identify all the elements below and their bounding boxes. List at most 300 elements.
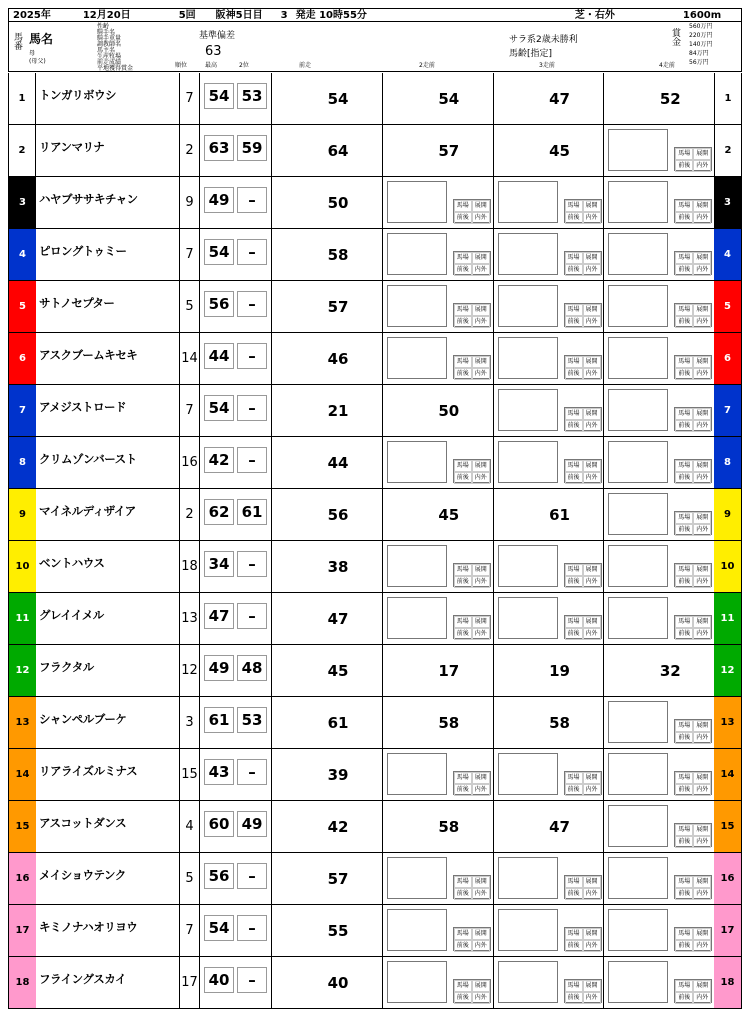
run-score: 54 [327,90,349,108]
col-run1-label: 前走 [299,62,312,69]
horse-row [8,957,742,1009]
track-condition-grid [674,719,712,743]
track-condition-label: 展開 [693,772,711,784]
race-condition: 馬齢[指定] [509,49,553,59]
empty-run-box [608,233,668,275]
past-run-1 [271,905,382,956]
run-score: 42 [327,818,349,836]
run-score: 32 [659,662,681,680]
column-header [8,22,742,72]
horse-row [8,437,742,489]
horse-rank: 12 [180,645,200,696]
empty-run-box [608,441,668,483]
track-condition-label: 馬場 [565,252,583,264]
past-run-2 [382,177,493,228]
past-run-1 [271,489,382,540]
track-condition-label: 前後 [454,212,472,224]
col-waku-label: 馬番 [12,32,22,50]
horse-name: ピロングトゥミー [39,244,127,258]
track-condition-label: 内外 [693,992,711,1004]
horse-rank: 7 [180,385,200,436]
family-label-damsire: (母父) [29,58,46,65]
track-condition-label: 前後 [675,524,693,536]
past-run-2 [382,697,493,748]
track-condition-label: 展開 [583,980,601,992]
track-condition-label: 展開 [693,980,711,992]
track-condition-label: 馬場 [675,408,693,420]
track-condition-label: 内外 [583,368,601,380]
info-label: 平地獲得賞金 [97,65,134,72]
track-condition-label: 馬場 [565,200,583,212]
track-condition-grid [674,823,712,847]
track-condition-label: 内外 [583,316,601,328]
past-runs [271,645,714,696]
empty-run-box [608,545,668,587]
track-condition-label: 馬場 [675,356,693,368]
horse-rank: 7 [180,905,200,956]
past-runs [271,697,714,748]
track-condition-label: 展開 [693,148,711,160]
info-label: 調教師名 [97,41,122,48]
horse-row [8,229,742,281]
horse-rank: 2 [180,125,200,176]
horse-rank: 16 [180,437,200,488]
horse-number-left: 11 [9,593,36,644]
track-condition-label: 展開 [583,616,601,628]
track-condition-label: 内外 [693,420,711,432]
horse-number-left: 14 [9,749,36,800]
track-condition-grid [564,199,602,223]
horse-number-right: 10 [714,541,741,592]
horse-number-left: 1 [9,73,36,124]
track-condition-label: 展開 [472,304,490,316]
track-condition-label: 展開 [693,928,711,940]
best-score: 56 [204,863,234,889]
past-run-4 [603,437,714,488]
track-condition-label: 前後 [675,784,693,796]
second-score: – [237,291,267,317]
past-run-3 [493,905,604,956]
track-condition-label: 馬場 [454,356,472,368]
prize-amount: 56万円 [689,59,709,66]
track-condition-label: 内外 [583,784,601,796]
track-condition-label: 展開 [583,876,601,888]
run-score: 55 [327,922,349,940]
track-condition-grid [564,303,602,327]
track-condition-label: 前後 [454,992,472,1004]
track-condition-label: 前後 [454,628,472,640]
track-condition-grid [564,927,602,951]
empty-run-box [498,909,558,951]
past-run-4 [603,229,714,280]
horse-rank: 4 [180,801,200,852]
empty-run-box [387,337,447,379]
horse-number-left: 10 [9,541,36,592]
past-runs [271,593,714,644]
past-run-3 [493,229,604,280]
past-run-1 [271,541,382,592]
race-start-time: 発走 10時55分 [295,10,367,21]
horse-rank: 5 [180,281,200,332]
track-condition-label: 展開 [583,408,601,420]
past-run-2 [382,437,493,488]
past-runs [271,385,714,436]
track-condition-grid [564,355,602,379]
track-condition-label: 内外 [693,368,711,380]
run-score: 39 [327,766,349,784]
track-condition-grid [453,927,491,951]
prize-amount: 84万円 [689,50,709,57]
past-run-4 [603,957,714,1008]
track-condition-grid [453,251,491,275]
horse-info [36,749,180,800]
empty-run-box [608,701,668,743]
best-score: 42 [204,447,234,473]
track-condition-label: 前後 [565,420,583,432]
track-condition-grid [674,355,712,379]
track-condition-label: 馬場 [675,148,693,160]
track-condition-label: 馬場 [565,616,583,628]
track-condition-label: 内外 [693,264,711,276]
horse-name: シャンペルブーケ [39,712,127,726]
horse-rank: 7 [180,73,200,124]
track-condition-grid [564,251,602,275]
track-condition-label: 内外 [693,472,711,484]
second-score: 48 [237,655,267,681]
track-condition-label: 前後 [675,420,693,432]
track-condition-grid [453,199,491,223]
track-condition-grid [453,355,491,379]
horse-name: キミノナハオリヨウ [39,920,138,934]
info-label: 騎手名 [97,29,116,36]
track-condition-label: 展開 [693,720,711,732]
horse-number-left: 3 [9,177,36,228]
track-condition-label: 内外 [693,784,711,796]
run-score: 57 [327,298,349,316]
track-condition-label: 展開 [693,408,711,420]
empty-run-box [608,857,668,899]
best-score: 47 [204,603,234,629]
prize-amount: 560万円 [689,23,713,30]
past-run-2 [382,125,493,176]
track-condition-label: 内外 [693,576,711,588]
horse-info [36,489,180,540]
horse-name: トンガリボウシ [39,88,116,102]
col-run2-label: 2走前 [419,62,435,69]
past-run-3 [493,125,604,176]
past-run-4 [603,697,714,748]
track-condition-grid [674,979,712,1003]
second-score: – [237,759,267,785]
past-run-2 [382,489,493,540]
horse-name: アスクブームキセキ [39,348,138,362]
past-run-1 [271,801,382,852]
horse-rank: 3 [180,697,200,748]
track-condition-grid [674,615,712,639]
horse-number-right: 18 [714,957,741,1008]
track-condition-grid [453,303,491,327]
past-runs [271,281,714,332]
track-condition-label: 前後 [454,316,472,328]
prize-label: 賞金 [670,28,680,46]
horse-number-left: 17 [9,905,36,956]
best-score: 54 [204,915,234,941]
track-condition-label: 馬場 [675,824,693,836]
prize-amount: 220万円 [689,32,713,39]
best-score: 43 [204,759,234,785]
run-score: 47 [327,610,349,628]
track-condition-label: 内外 [693,212,711,224]
track-condition-label: 馬場 [565,304,583,316]
track-condition-label: 内外 [472,628,490,640]
past-runs [271,437,714,488]
race-number: 3 [280,10,288,21]
past-run-4 [603,385,714,436]
track-condition-grid [674,563,712,587]
horse-number-left: 4 [9,229,36,280]
track-condition-label: 前後 [565,368,583,380]
past-run-1 [271,853,382,904]
past-run-2 [382,905,493,956]
track-condition-label: 展開 [693,512,711,524]
past-run-1 [271,749,382,800]
horse-number-right: 9 [714,489,741,540]
track-condition-label: 内外 [583,888,601,900]
run-score: 50 [438,402,460,420]
track-condition-grid [564,563,602,587]
track-condition-label: 馬場 [565,876,583,888]
horse-info [36,73,180,124]
track-condition-label: 内外 [472,992,490,1004]
track-condition-grid [453,979,491,1003]
track-condition-label: 馬場 [565,980,583,992]
kijun-value: 63 [205,44,222,59]
second-score: – [237,239,267,265]
run-score: 45 [549,142,570,160]
track-condition-label: 馬場 [565,408,583,420]
track-condition-label: 展開 [693,200,711,212]
horse-row [8,333,742,385]
track-condition-label: 内外 [693,940,711,952]
col-best-label: 最高 [205,62,218,69]
empty-run-box [608,597,668,639]
past-run-1 [271,697,382,748]
past-runs [271,749,714,800]
track-condition-grid [674,927,712,951]
track-condition-label: 内外 [693,732,711,744]
empty-run-box [387,545,447,587]
empty-run-box [608,389,668,431]
horse-info [36,281,180,332]
past-runs [271,73,714,124]
track-condition-label: 展開 [472,356,490,368]
horse-row [8,177,742,229]
empty-run-box [608,753,668,795]
past-run-4 [603,73,714,124]
run-score: 52 [659,90,681,108]
best-score: 49 [204,655,234,681]
track-condition-label: 内外 [583,420,601,432]
past-run-4 [603,905,714,956]
track-condition-label: 馬場 [675,200,693,212]
run-score: 54 [438,90,460,108]
track-condition-label: 内外 [583,628,601,640]
horse-rank: 2 [180,489,200,540]
past-run-4 [603,853,714,904]
track-condition-label: 馬場 [454,928,472,940]
track-condition-label: 展開 [693,252,711,264]
race-header-bar [8,8,742,22]
run-score: 21 [327,402,349,420]
empty-run-box [387,909,447,951]
empty-run-box [608,337,668,379]
run-score: 38 [327,558,349,576]
horse-row [8,593,742,645]
horse-name: クリムゾンバースト [39,452,137,466]
track-condition-label: 内外 [693,160,711,172]
info-label: 生産牧場 [97,53,122,60]
race-distance: 1600m [682,10,722,21]
track-condition-label: 展開 [693,564,711,576]
track-condition-label: 内外 [472,888,490,900]
track-condition-grid [453,459,491,483]
past-run-3 [493,333,604,384]
past-run-3 [493,541,604,592]
track-condition-label: 馬場 [675,720,693,732]
race-course: 芝・右外 [574,10,615,21]
past-run-3 [493,489,604,540]
empty-run-box [608,181,668,223]
best-score: 56 [204,291,234,317]
track-condition-label: 馬場 [454,564,472,576]
track-condition-label: 前後 [565,628,583,640]
track-condition-label: 前後 [675,316,693,328]
past-runs [271,801,714,852]
track-condition-label: 馬場 [565,564,583,576]
past-run-3 [493,645,604,696]
race-venue-day: 阪神5日目 [215,10,263,21]
past-run-1 [271,437,382,488]
past-run-4 [603,645,714,696]
run-score: 44 [327,454,349,472]
track-condition-label: 内外 [472,264,490,276]
track-condition-label: 馬場 [675,772,693,784]
run-score: 58 [438,714,460,732]
run-score: 47 [549,90,570,108]
horse-number-right: 4 [714,229,741,280]
track-condition-label: 展開 [472,616,490,628]
track-condition-label: 馬場 [675,460,693,472]
empty-run-box [498,857,558,899]
past-run-1 [271,645,382,696]
track-condition-label: 馬場 [675,304,693,316]
past-runs [271,177,714,228]
horse-row [8,905,742,957]
run-score: 58 [549,714,570,732]
track-condition-label: 前後 [454,576,472,588]
horse-number-right: 2 [714,125,741,176]
run-score: 57 [327,870,349,888]
run-score: 40 [327,974,349,992]
run-score: 47 [549,818,570,836]
past-run-3 [493,385,604,436]
second-score: – [237,395,267,421]
track-condition-label: 前後 [565,264,583,276]
past-run-2 [382,801,493,852]
past-runs [271,957,714,1008]
info-label: 性齢 [97,23,110,30]
track-condition-label: 馬場 [454,616,472,628]
past-run-4 [603,749,714,800]
empty-run-box [608,493,668,535]
past-run-4 [603,281,714,332]
track-condition-label: 展開 [693,460,711,472]
horse-info [36,437,180,488]
horse-name: マイネルディザイア [39,504,136,518]
track-condition-label: 展開 [583,928,601,940]
horse-info [36,385,180,436]
past-runs [271,489,714,540]
track-condition-label: 内外 [693,836,711,848]
track-condition-label: 前後 [565,576,583,588]
race-date: 12月20日 [82,10,131,21]
horse-rank: 17 [180,957,200,1008]
second-score: – [237,967,267,993]
horse-name: リアンマリナ [39,140,105,154]
track-condition-label: 前後 [565,940,583,952]
past-run-4 [603,593,714,644]
horse-number-left: 12 [9,645,36,696]
past-run-2 [382,385,493,436]
empty-run-box [608,805,668,847]
past-run-2 [382,593,493,644]
track-condition-label: 前後 [565,212,583,224]
track-condition-label: 内外 [472,212,490,224]
track-condition-label: 前後 [454,368,472,380]
track-condition-grid [674,407,712,431]
run-score: 61 [549,506,570,524]
horse-number-right: 16 [714,853,741,904]
track-condition-label: 展開 [472,980,490,992]
horse-info [36,333,180,384]
horse-number-right: 11 [714,593,741,644]
track-condition-label: 前後 [675,940,693,952]
empty-run-box [387,441,447,483]
second-score: – [237,603,267,629]
track-condition-label: 展開 [583,460,601,472]
empty-run-box [387,181,447,223]
horse-info [36,593,180,644]
track-condition-label: 馬場 [454,304,472,316]
track-condition-grid [453,615,491,639]
track-condition-label: 内外 [472,472,490,484]
run-score: 61 [327,714,349,732]
second-score: 61 [237,499,267,525]
track-condition-label: 内外 [583,264,601,276]
col-name-label: 馬名 [29,32,54,46]
past-run-1 [271,385,382,436]
past-run-3 [493,749,604,800]
horse-number-left: 2 [9,125,36,176]
horse-name: グレイイメル [39,608,104,622]
horse-name: フライングスカイ [39,972,126,986]
horse-number-right: 6 [714,333,741,384]
past-run-2 [382,749,493,800]
track-condition-grid [564,459,602,483]
second-score: 53 [237,83,267,109]
run-score: 19 [549,662,570,680]
track-condition-label: 前後 [454,264,472,276]
